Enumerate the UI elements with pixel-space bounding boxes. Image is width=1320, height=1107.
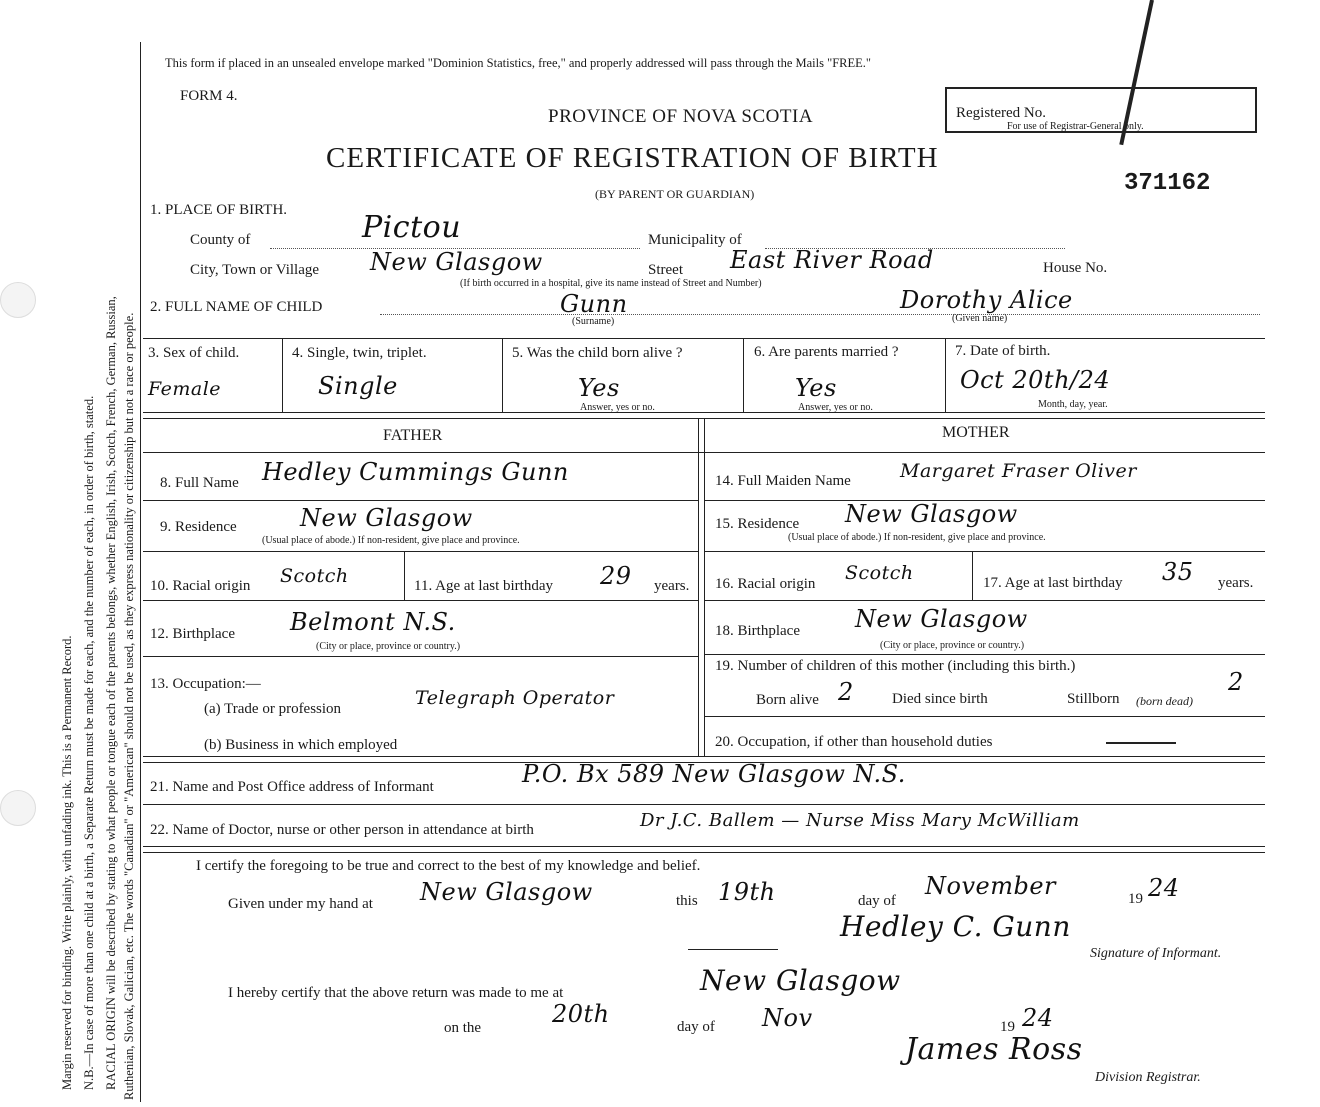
father-racial: Scotch [280, 565, 349, 587]
alive-note: Answer, yes or no. [580, 402, 655, 413]
this-label: this [676, 893, 698, 909]
province-title: PROVINCE OF NOVA SCOTIA [548, 106, 814, 127]
married-value: Yes [795, 374, 837, 402]
municipality-label: Municipality of [648, 232, 742, 248]
father-trade: Telegraph Operator [415, 687, 615, 709]
father-business-label: (b) Business in which employed [204, 737, 398, 753]
father-residence: New Glasgow [300, 504, 473, 532]
father-birthplace-label: 12. Birthplace [150, 626, 235, 642]
form-number: FORM 4. [180, 88, 238, 104]
hospital-note: (If birth occurred in a hospital, give its name instead of Street and Number) [460, 278, 762, 289]
registrar-use-note: For use of Registrar-General only. [1007, 121, 1144, 132]
stillborn-note: (born dead) [1136, 694, 1193, 708]
registered-box [945, 87, 1257, 133]
mother-residence-label: 15. Residence [715, 516, 800, 532]
mother-age-label: 17. Age at last birthday [983, 575, 1123, 591]
city-label: City, Town or Village [190, 262, 320, 278]
informant-value: P.O. Bx 589 New Glasgow N.S. [522, 760, 906, 788]
registrar-signature: James Ross [905, 1032, 1083, 1067]
father-years: years. [654, 578, 690, 594]
registrar-month: Nov [762, 1004, 813, 1032]
on-the-label: on the [444, 1020, 482, 1036]
cert-year-prefix: 19 [1128, 891, 1143, 907]
mother-name-label: 14. Full Maiden Name [715, 473, 851, 489]
registered-number: 371162 [1124, 170, 1211, 197]
dob-label: 7. Date of birth. [955, 343, 1051, 359]
side-note-margin: Margin reserved for binding. Write plainly, with unfading ink. This is a Permanent Record. [60, 635, 74, 1090]
street-value: East River Road [730, 246, 934, 274]
informant-signature: Hedley C. Gunn [840, 910, 1071, 943]
left-border [140, 42, 141, 1102]
registrar-year-prefix: 19 [1000, 1019, 1015, 1035]
married-label: 6. Are parents married ? [754, 344, 899, 360]
dob-note: Month, day, year. [1038, 399, 1108, 410]
doctor-label: 22. Name of Doctor, nurse or other person in attendance at birth [150, 822, 534, 838]
stillborn-label: Stillborn [1067, 691, 1120, 707]
stillborn-value: 2 [1228, 668, 1244, 696]
sex-value: Female [148, 378, 222, 400]
mother-occupation-label: 20. Occupation, if other than household duties [715, 734, 993, 750]
page-title: CERTIFICATE OF REGISTRATION OF BIRTH [326, 142, 939, 174]
mother-name: Margaret Fraser Oliver [900, 460, 1137, 482]
father-birthplace-note: (City or place, province or country.) [316, 641, 461, 652]
born-alive-value: 2 [838, 678, 854, 706]
father-residence-label: 9. Residence [160, 519, 237, 535]
mother-age: 35 [1162, 558, 1194, 586]
mother-children-label: 19. Number of children of this mother (including this birth.) [715, 658, 1076, 674]
alive-value: Yes [578, 374, 620, 402]
informant-signature-label: Signature of Informant. [1090, 946, 1222, 961]
registrar-place: New Glasgow [700, 964, 901, 997]
house-label: House No. [1043, 260, 1108, 276]
street-label: Street [648, 262, 683, 278]
given-name-label: (Given name) [952, 313, 1008, 324]
mother-racial-label: 16. Racial origin [715, 576, 816, 592]
father-occupation-label: 13. Occupation:— [150, 676, 261, 692]
mother-birthplace-label: 18. Birthplace [715, 623, 800, 639]
father-name: Hedley Cummings Gunn [262, 458, 569, 486]
father-birthplace: Belmont N.S. [290, 608, 456, 636]
county-value: Pictou [362, 210, 462, 245]
child-name-label: 2. FULL NAME OF CHILD [150, 299, 323, 315]
county-label: County of [190, 232, 251, 248]
postal-note: This form if placed in an unsealed envelope marked "Dominion Statistics, free," and properly addressed will pass through the Mails "FREE." [165, 56, 872, 70]
side-note-nb: N.B.—In case of more than one child at a birth, a Separate Return must be made for each, and the number of each, in order of birth, stated. [82, 395, 96, 1090]
father-trade-label: (a) Trade or profession [204, 701, 342, 717]
dob-value: Oct 20th/24 [960, 366, 1111, 394]
registrar-day: 20th [552, 1000, 610, 1028]
sex-label: 3. Sex of child. [148, 345, 240, 361]
surname-label: (Surname) [572, 316, 615, 327]
child-given-name: Dorothy Alice [900, 286, 1073, 314]
cert-month: November [925, 872, 1057, 900]
registrar-signature-label: Division Registrar. [1095, 1070, 1201, 1085]
cert-day-of-label: day of [858, 893, 896, 909]
father-age: 29 [600, 562, 632, 590]
informant-label: 21. Name and Post Office address of Informant [150, 779, 434, 795]
married-note: Answer, yes or no. [798, 402, 873, 413]
registered-label: Registered No. [956, 105, 1046, 121]
mother-birthplace-note: (City or place, province or country.) [880, 640, 1025, 651]
given-under-label: Given under my hand at [228, 896, 373, 912]
doctor-value: Dr J.C. Ballem — Nurse Miss Mary McWilliam [640, 810, 1080, 831]
city-value: New Glasgow [370, 248, 543, 276]
mother-years: years. [1218, 575, 1254, 591]
mother-birthplace: New Glasgow [855, 605, 1028, 633]
father-residence-note: (Usual place of abode.) If non-resident, give place and province. [262, 535, 520, 546]
punch-hole-top [0, 282, 36, 318]
father-age-label: 11. Age at last birthday [414, 578, 553, 594]
punch-hole-bottom [0, 790, 36, 826]
side-note-racial-1: RACIAL ORIGIN will be described by stating to what people or tongue each of the parents belongs, whether English, Irish, Scotch, French, German, Russian, [104, 296, 118, 1090]
registrar-statement: I hereby certify that the above return was made to me at [228, 985, 564, 1001]
side-note-racial-2: Ruthenian, Slovak, Galician, etc. The words "Canadian" or "American" should not be used, as they express nationality or citizenship but not a race or people. [122, 312, 136, 1100]
child-surname: Gunn [560, 290, 628, 318]
plurality-value: Single [318, 372, 398, 400]
alive-label: 5. Was the child born alive ? [512, 345, 683, 361]
plurality-label: 4. Single, twin, triplet. [292, 345, 427, 361]
given-place: New Glasgow [420, 878, 593, 906]
father-name-label: 8. Full Name [160, 475, 239, 491]
father-heading: FATHER [383, 427, 443, 444]
cert-day: 19th [718, 878, 776, 906]
mother-racial: Scotch [845, 562, 914, 584]
cert-year: 24 [1148, 874, 1180, 902]
registrar-day-of-label: day of [677, 1019, 715, 1035]
mother-heading: MOTHER [942, 424, 1010, 441]
page-subtitle: (BY PARENT OR GUARDIAN) [595, 187, 755, 201]
died-label: Died since birth [892, 691, 988, 707]
mother-residence: New Glasgow [845, 500, 1018, 528]
place-of-birth-heading: 1. PLACE OF BIRTH. [150, 202, 288, 218]
registrar-year: 24 [1022, 1004, 1054, 1032]
mother-residence-note: (Usual place of abode.) If non-resident, give place and province. [788, 532, 1046, 543]
certification-statement: I certify the foregoing to be true and correct to the best of my knowledge and belief. [196, 858, 701, 874]
born-alive-label: Born alive [756, 692, 819, 708]
father-racial-label: 10. Racial origin [150, 578, 251, 594]
